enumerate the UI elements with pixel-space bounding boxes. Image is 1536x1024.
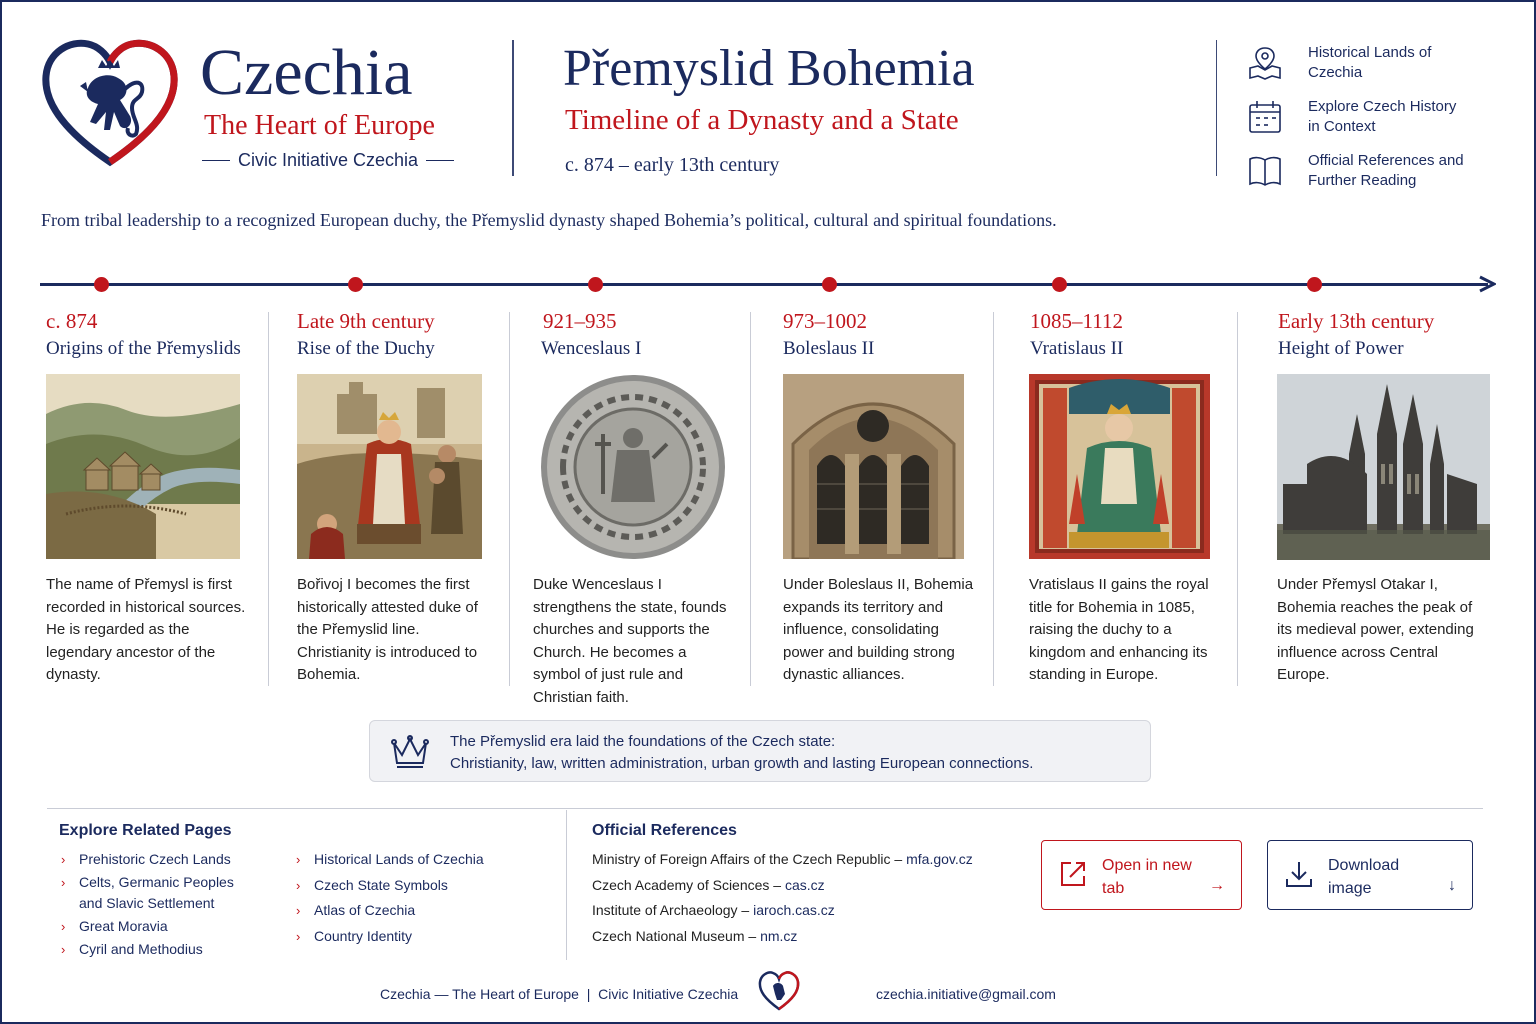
footer-divider xyxy=(47,808,1483,809)
map-pin-icon xyxy=(1246,44,1284,82)
chevron-right-icon: › xyxy=(296,877,301,893)
entry-title: Vratislaus II xyxy=(1030,338,1124,359)
enthroned-duke-image xyxy=(297,374,482,559)
chevron-right-icon: › xyxy=(61,919,66,934)
footer-brand-text: Czechia — The Heart of Europe | Civic Initiative Czechia xyxy=(380,986,739,1002)
timeline-arrowhead xyxy=(1478,275,1496,293)
crown-icon xyxy=(390,735,430,769)
entry-title: Wenceslaus I xyxy=(541,338,642,359)
official-references-title: Official References xyxy=(592,822,737,839)
entry-text: Vratislaus II gains the royal title for Bohemia in 1085, raising the duchy to a kingdom and enhancing its standing in Europe. xyxy=(1029,576,1209,683)
gothic-window-image xyxy=(783,374,964,559)
page-subtitle: Timeline of a Dynasty and a State xyxy=(565,104,959,136)
timeline-axis xyxy=(40,283,1488,286)
column-divider xyxy=(268,312,269,686)
page-title: Přemyslid Bohemia xyxy=(563,40,975,97)
related-link[interactable]: › Country Identity xyxy=(296,926,536,952)
quicklink-historical-lands[interactable] xyxy=(1246,36,1526,90)
footer-heart-logo xyxy=(757,970,801,1012)
silver-coin-image xyxy=(533,374,733,560)
brand-civic-line xyxy=(202,150,454,171)
book-icon xyxy=(1246,152,1284,190)
related-link[interactable]: › Czech State Symbols xyxy=(296,875,536,901)
brand-title: Czechia xyxy=(200,36,413,109)
quicklink-references[interactable] xyxy=(1246,144,1526,198)
entry-date: Early 13th century xyxy=(1278,309,1435,333)
column-divider xyxy=(993,312,994,686)
column-divider xyxy=(750,312,751,686)
entry-title: Origins of the Přemyslids xyxy=(46,338,241,359)
czechia-heart-logo xyxy=(40,38,180,168)
callout-line-1: The Přemyslid era laid the foundations of the Czech state: xyxy=(450,733,836,750)
entry-date: c. 874 xyxy=(46,309,98,333)
open-button-label: Open in new tab xyxy=(1102,857,1192,897)
timeline-marker xyxy=(94,277,109,292)
chevron-right-icon: › xyxy=(61,942,66,957)
timeline-marker xyxy=(1307,277,1322,292)
related-link[interactable]: › Historical Lands of Czechia xyxy=(296,849,536,875)
entry-title: Height of Power xyxy=(1278,338,1404,359)
timeline-entry xyxy=(297,309,478,683)
callout-line-2: Christianity, law, written administration, urban growth and lasting European connections. xyxy=(450,755,1034,772)
entry-text: Bořivoj I becomes the first historically attested duke of the Přemyslid line. Christianity is introduced to Bohemia. xyxy=(297,576,478,683)
related-pages-list-1 xyxy=(61,849,261,960)
download-icon xyxy=(1284,859,1314,889)
timeline-marker xyxy=(588,277,603,292)
chevron-right-icon: › xyxy=(296,903,301,919)
arrow-right-icon: → xyxy=(1209,877,1225,894)
chevron-right-icon: › xyxy=(296,928,301,944)
chevron-right-icon: › xyxy=(296,852,301,867)
entry-text: Under Boleslaus II, Bohemia expands its territory and influence, consolidating power and building strong dynastic alliances. xyxy=(783,576,974,683)
timeline-entry xyxy=(1277,309,1474,683)
reference-item[interactable]: Ministry of Foreign Affairs of the Czech Republic – mfa.gov.cz xyxy=(592,851,973,867)
download-button-label: Download image xyxy=(1328,857,1400,897)
quicklinks-divider xyxy=(1216,40,1217,176)
timeline-marker xyxy=(822,277,837,292)
entry-date: 921–935 xyxy=(543,309,617,333)
related-link[interactable]: › Atlas of Czechia xyxy=(296,900,536,926)
footer-column-divider xyxy=(566,810,567,960)
footer-email[interactable]: czechia.initiative@gmail.com xyxy=(876,986,1056,1002)
entry-text: The name of Přemysl is first recorded in historical sources. He is regarded as the legendary ancestor of the dynasty. xyxy=(46,576,246,683)
reference-item[interactable]: Czech Academy of Sciences – cas.cz xyxy=(592,876,825,893)
quicklink-label: Historical Lands of Czechia xyxy=(1308,44,1432,81)
reference-item[interactable]: Czech National Museum – nm.cz xyxy=(592,928,798,945)
timeline-marker xyxy=(1052,277,1067,292)
quick-links xyxy=(1246,36,1526,198)
arrow-down-icon: ↓ xyxy=(1448,877,1456,894)
timeline-entry xyxy=(46,309,246,683)
entry-date: 973–1002 xyxy=(783,309,867,333)
external-link-icon xyxy=(1058,859,1088,889)
quicklink-label: Explore Czech History in Context xyxy=(1308,98,1457,135)
illuminated-king-image xyxy=(1029,374,1210,559)
header-divider xyxy=(512,40,514,176)
related-link[interactable]: › Cyril and Methodius xyxy=(61,939,261,960)
related-pages-list-2 xyxy=(296,849,536,951)
chevron-right-icon: › xyxy=(61,852,66,867)
related-link[interactable]: › Celts, Germanic Peoples and Slavic Settlement xyxy=(61,874,234,911)
entry-date: Late 9th century xyxy=(297,309,435,333)
timeline-entry xyxy=(783,309,974,683)
timeline-entry xyxy=(533,309,727,706)
quicklink-explore-history[interactable] xyxy=(1246,90,1526,144)
entry-text: Under Přemysl Otakar I, Bohemia reaches the peak of its medieval power, extending influence across Central Europe. xyxy=(1277,576,1474,683)
column-divider xyxy=(509,312,510,686)
column-divider xyxy=(1237,312,1238,686)
entry-title: Rise of the Duchy xyxy=(297,338,435,359)
calendar-icon xyxy=(1246,98,1284,136)
timeline-entry xyxy=(1029,309,1209,683)
timeline-marker xyxy=(348,277,363,292)
open-in-new-tab-button[interactable] xyxy=(1041,840,1242,910)
brand-subtitle: The Heart of Europe xyxy=(204,110,435,141)
page-date-range: c. 874 – early 13th century xyxy=(565,154,780,176)
entry-date: 1085–1112 xyxy=(1030,309,1123,333)
download-image-button[interactable] xyxy=(1267,840,1473,910)
related-link[interactable]: › Prehistoric Czech Lands xyxy=(61,849,261,870)
related-pages-title: Explore Related Pages xyxy=(59,822,232,839)
quicklink-label: Official References and Further Reading xyxy=(1308,152,1464,189)
reference-item[interactable]: Institute of Archaeology – iaroch.cas.cz xyxy=(592,902,835,919)
brand-civic-label: Civic Initiative Czechia xyxy=(238,150,419,170)
chevron-right-icon: › xyxy=(61,875,66,890)
callout-box xyxy=(369,720,1151,782)
gothic-cathedral-image xyxy=(1277,374,1490,560)
related-link[interactable]: › Great Moravia xyxy=(61,916,261,937)
entry-text: Duke Wenceslaus I strengthens the state, founds churches and supports the Church. He becomes a symbol of just rule and Christian faith. xyxy=(533,576,727,706)
entry-title: Boleslaus II xyxy=(783,338,875,359)
intro-text: From tribal leadership to a recognized European duchy, the Přemyslid dynasty shaped Bohemia’s political, cultural and spiritual foundations. xyxy=(41,210,1057,230)
hillfort-landscape-image xyxy=(46,374,240,559)
references-list xyxy=(592,850,973,953)
